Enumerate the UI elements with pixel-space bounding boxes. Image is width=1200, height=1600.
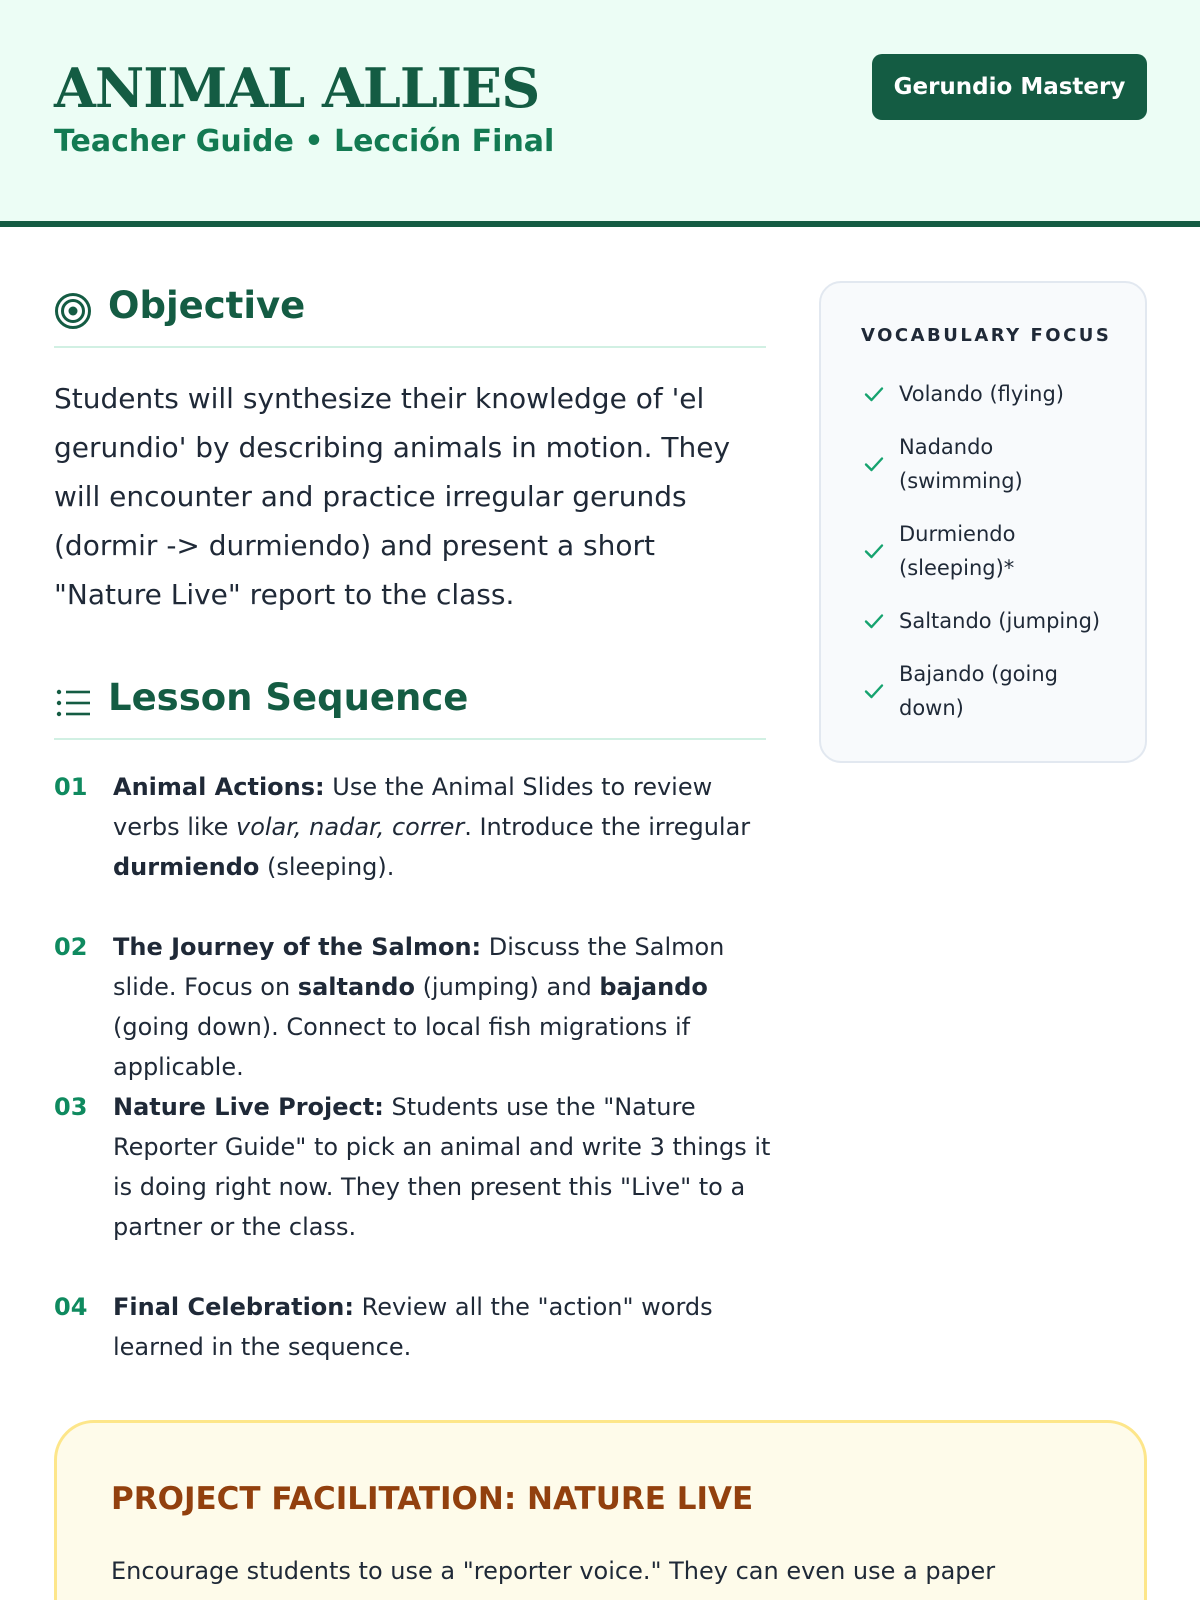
step-text [113, 767, 773, 887]
step-text-part: Use the Animal Slides to review verbs like [113, 773, 713, 841]
page-subtitle: Teacher Guide • Lección Final [54, 124, 555, 159]
objective-section-header [54, 278, 766, 348]
list-icon [54, 684, 92, 722]
step-text-part: (sleeping). [259, 853, 395, 881]
step-title: The Journey of the Salmon: [113, 933, 482, 961]
check-icon [863, 453, 885, 475]
step-text [113, 927, 773, 1087]
vocabulary-focus-card [819, 281, 1147, 763]
project-facilitation-callout [54, 1420, 1147, 1600]
vocab-item-label: Saltando (jumping) [899, 609, 1101, 633]
step-text-part: Students use the "Nature Reporter Guide" to pick an animal and write 3 things it is doing right now. They then present this "Live" to a partner or the class. [113, 1093, 771, 1241]
facilitation-text: Encourage students to use a "reporter voice." They can even use a paper [111, 1557, 996, 1585]
vocab-item-label: Durmiendo (sleeping)* [899, 522, 1016, 580]
vocab-item-label: Bajando (going down) [899, 662, 1058, 720]
target-icon [54, 292, 92, 330]
check-icon [863, 680, 885, 702]
step-number: 04 [54, 1293, 88, 1321]
step-text [113, 1287, 773, 1367]
facilitation-title: PROJECT FACILITATION: NATURE LIVE [111, 1481, 754, 1517]
step-text-part: (going down). Connect to local fish migrations if applicable. [113, 1013, 691, 1081]
step-emphasis: volar, nadar, correr [235, 813, 465, 841]
step-number: 02 [54, 933, 88, 961]
page-header [0, 0, 1200, 227]
check-icon [863, 610, 885, 632]
lesson-sequence-section-header [54, 670, 766, 740]
step-number: 01 [54, 773, 88, 801]
vocab-item-label: Volando (flying) [899, 382, 1064, 406]
vocabulary-focus-title: VOCABULARY FOCUS [861, 325, 1112, 346]
vocab-item-label: Nadando (swimming) [899, 435, 1023, 493]
objective-heading: Objective [108, 284, 306, 327]
step-text-part: . Introduce the irregular [464, 813, 751, 841]
step-keyword: durmiendo [113, 853, 260, 881]
step-title: Animal Actions: [113, 773, 325, 801]
step-keyword: bajando [599, 973, 708, 1001]
check-icon [863, 383, 885, 405]
step-keyword: saltando [297, 973, 415, 1001]
objective-text: Students will synthesize their knowledge of 'el gerundio' by describing animals in motion. They will encounter and practice irregular gerunds (dormir -> durmiendo) and present a short "Nature Live" report to the class. [54, 382, 731, 611]
step-text-part: Review all the "action" words learned in the sequence. [113, 1293, 713, 1361]
step-text [113, 1087, 773, 1247]
step-title: Nature Live Project: [113, 1093, 384, 1121]
step-text-part: Discuss the Salmon slide. Focus on [113, 933, 725, 1001]
gerundio-mastery-badge: Gerundio Mastery [872, 54, 1147, 120]
page-title: ANIMAL ALLIES [54, 56, 540, 120]
lesson-sequence-heading: Lesson Sequence [108, 676, 469, 719]
step-text-part: (jumping) and [414, 973, 600, 1001]
step-title: Final Celebration: [113, 1293, 354, 1321]
check-icon [863, 540, 885, 562]
step-number: 03 [54, 1093, 88, 1121]
